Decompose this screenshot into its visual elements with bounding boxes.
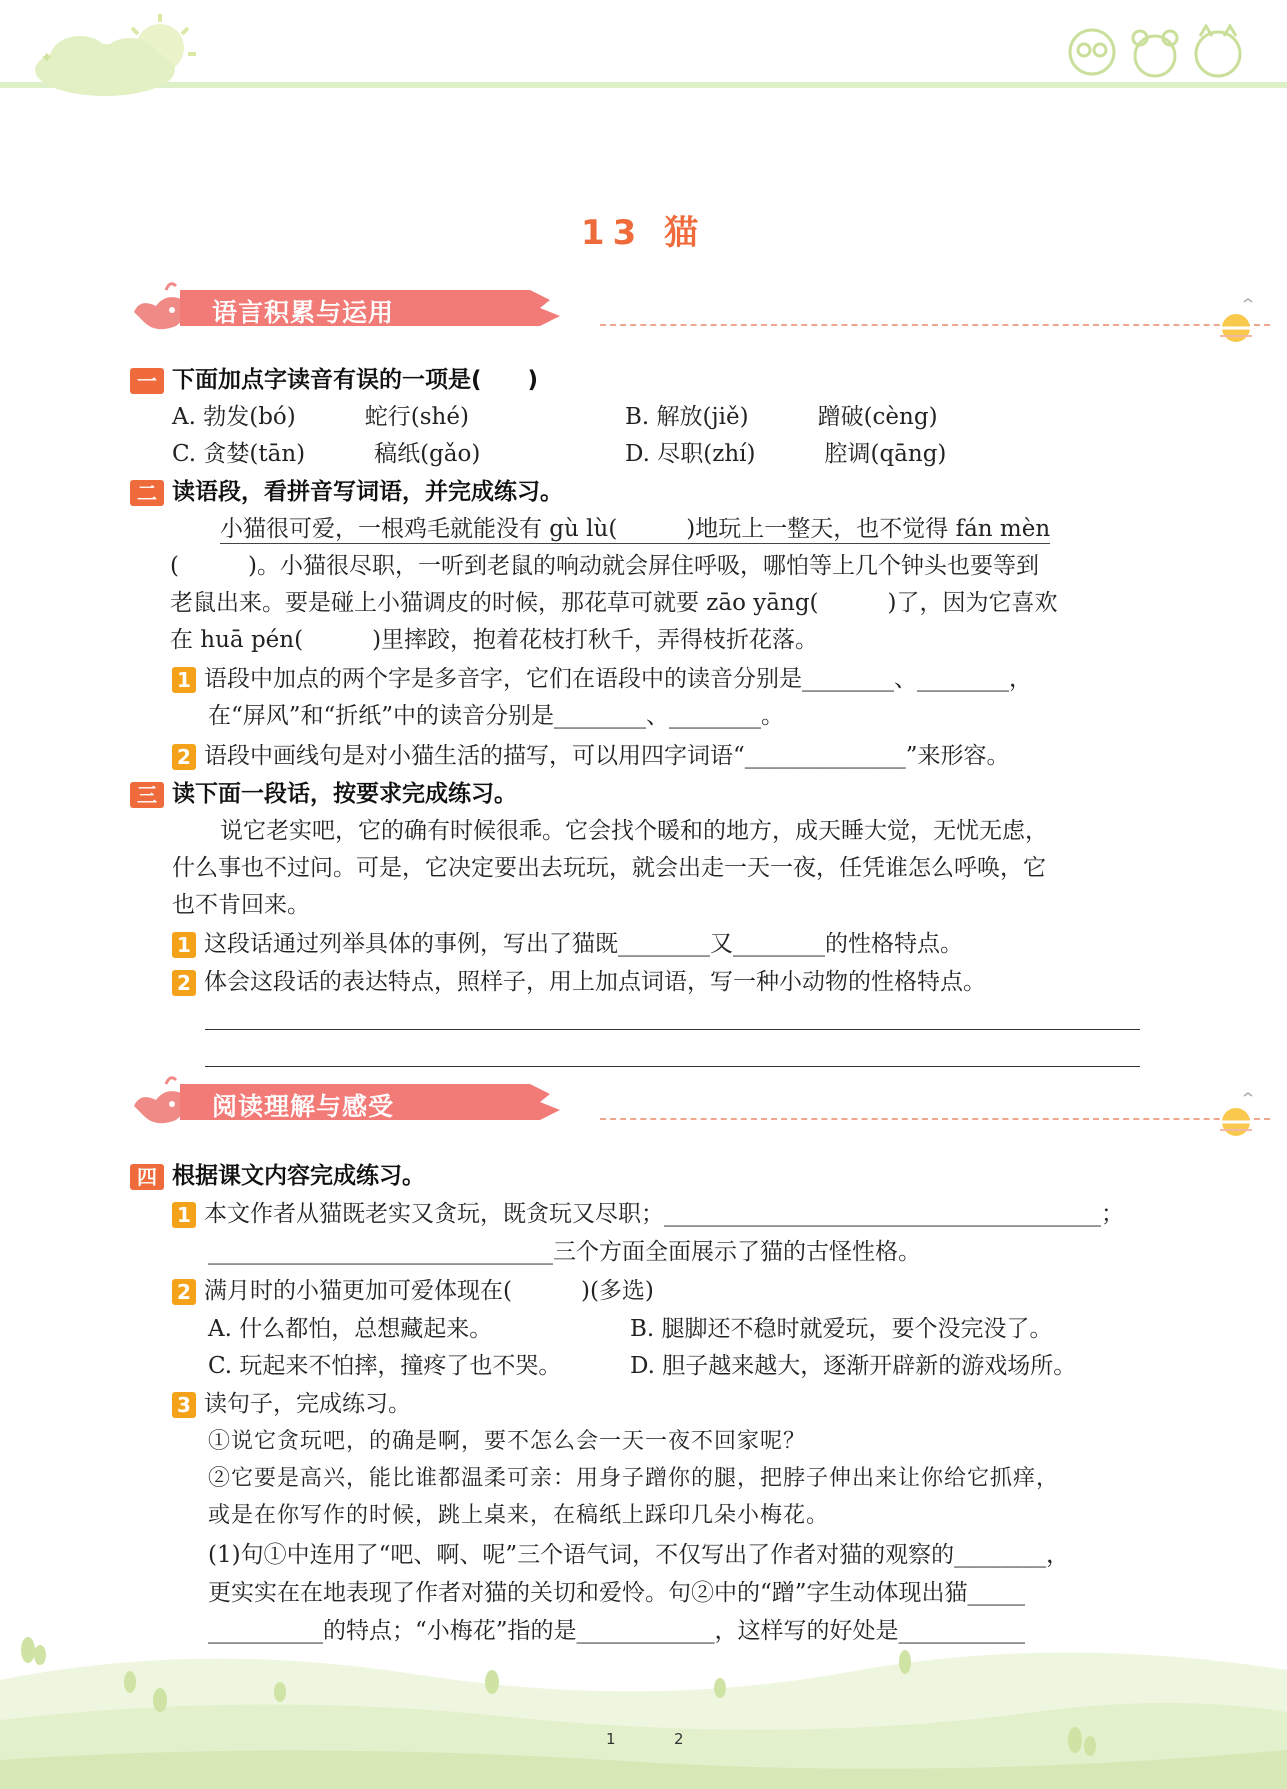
subquestion-number: 3 — [172, 1392, 196, 1418]
question-text: 读语段，看拼音写词语，并完成练习。 — [172, 479, 563, 505]
passage-line: 在 huā pén( )里摔跤，抱着花枝打秋千，弄得枝折花落。 — [170, 627, 819, 653]
subquestion-4-1 — [172, 1195, 1124, 1228]
subquestion-text: 读句子，完成练习。 — [204, 1391, 411, 1417]
subquestion-4-2 — [172, 1272, 654, 1305]
sunset-icon — [1210, 296, 1270, 342]
subquestion-number: 2 — [172, 970, 196, 996]
subquestion-number: 1 — [172, 667, 196, 693]
subquestion-number: 1 — [172, 932, 196, 958]
subquestion-text: 满月时的小猫更加可爱体现在( )(多选) — [204, 1278, 654, 1304]
dashed-divider — [600, 324, 1270, 326]
sunset-icon — [1210, 1090, 1270, 1136]
option-b: B. 解放(jiě) 蹭破(cèng) — [625, 404, 938, 430]
subquestion-text: 这段话通过列举具体的事例，写出了猫既________又________的性格特点。 — [204, 931, 963, 957]
subquestion-2-2 — [172, 737, 1010, 770]
animal-faces-decoration — [1060, 22, 1255, 84]
page-number-left: 1 — [606, 1730, 616, 1748]
subquestion-text: 语段中加点的两个字是多音字，它们在语段中的读音分别是________、________， — [204, 666, 1032, 692]
subquestion-3-2 — [172, 963, 986, 996]
subquestion-number: 1 — [172, 1202, 196, 1228]
question-text: 读下面一段话，按要求完成练习。 — [172, 781, 517, 807]
sentence-2: ②它要是高兴，能比谁都温柔可亲：用身子蹭你的腿，把脖子伸出来让你给它抓痒， — [208, 1466, 1060, 1491]
subquestion-text: 本文作者从猫既老实又贪玩，既贪玩又尽职；______________________________________； — [204, 1201, 1124, 1227]
section-banner-language — [130, 282, 1140, 330]
question-2 — [130, 473, 563, 506]
question-text: 根据课文内容完成练习。 — [172, 1163, 425, 1189]
exercise-text: (1)句①中连用了“吧、啊、呢”三个语气词，不仅写出了作者对猫的观察的________， — [208, 1542, 1070, 1568]
exercise-text: 更实实在在地表现了作者对猫的关切和爱怜。句②中的“蹭”字生动体现出猫_____ — [208, 1580, 1026, 1606]
option-a: A. 什么都怕，总想藏起来。 — [208, 1316, 493, 1342]
question-number: 四 — [130, 1164, 164, 1190]
option-c: C. 贪婪(tān) 稿纸(gǎo) — [172, 441, 481, 467]
option-c: C. 玩起来不怕摔，撞疼了也不哭。 — [208, 1353, 562, 1379]
question-4 — [130, 1157, 425, 1190]
subquestion-3-1 — [172, 925, 963, 958]
answer-line[interactable] — [205, 1029, 1140, 1030]
page-number-right: 2 — [674, 1730, 684, 1748]
subquestion-4-3 — [172, 1385, 411, 1418]
question-1 — [130, 361, 538, 394]
section-title: 语言积累与运用 — [212, 298, 395, 327]
passage-line: 也不肯回来。 — [172, 892, 310, 918]
subquestion-text: 体会这段话的表达特点，照样子，用上加点词语，写一种小动物的性格特点。 — [204, 969, 986, 995]
passage-line: 老鼠出来。要是碰上小猫调皮的时候，那花草可就要 zāo yāng( )了，因为它喜欢 — [170, 590, 1058, 616]
section-banner-reading — [130, 1076, 1140, 1124]
hills-decoration — [0, 1600, 1287, 1789]
passage-line: 什么事也不过问。可是，它决定要出去玩玩，就会出走一天一夜，任凭谁怎么呼唤，它 — [172, 855, 1046, 881]
exercise-text: __________的特点；“小梅花”指的是____________，这样写的好处是___________ — [208, 1618, 1026, 1644]
answer-line[interactable] — [205, 1066, 1140, 1067]
subquestion-number: 2 — [172, 744, 196, 770]
dashed-divider — [600, 1118, 1270, 1120]
subquestion-text: 语段中画线句是对小猫生活的描写，可以用四字词语“______________”来形容。 — [204, 743, 1010, 769]
question-number: 三 — [130, 782, 164, 808]
question-number: 一 — [130, 368, 164, 394]
question-3 — [130, 775, 517, 808]
option-d: D. 尽职(zhí) 腔调(qāng) — [625, 441, 947, 467]
passage-line: ( )。小猫很尽职，一听到老鼠的响动就会屏住呼吸，哪怕等上几个钟头也要等到 — [170, 553, 1039, 579]
sentence-2-cont: 或是在你写作的时候，跳上桌来，在稿纸上踩印几朵小梅花。 — [208, 1503, 830, 1528]
sentence-1: ①说它贪玩吧，的确是啊，要不怎么会一天一夜不回家呢？ — [208, 1429, 807, 1454]
svg-text:✦: ✦ — [40, 48, 54, 67]
question-number: 二 — [130, 480, 164, 506]
section-title: 阅读理解与感受 — [212, 1092, 395, 1121]
subquestion-text-cont: ______________________________三个方面全面展示了猫的古怪性格。 — [208, 1239, 921, 1265]
passage-line: 说它老实吧，它的确有时候很乖。它会找个暖和的地方，成天睡大觉，无忧无虑， — [220, 818, 1048, 844]
lesson-title: 13 猫 — [580, 213, 707, 253]
passage-line: 小猫很可爱，一根鸡毛就能没有 gù lù( )地玩上一整天，也不觉得 fán mèn — [220, 510, 1050, 544]
subquestion-2-1 — [172, 660, 1032, 693]
option-d: D. 胆子越来越大，逐渐开辟新的游戏场所。 — [630, 1353, 1077, 1379]
sun-cloud-decoration — [10, 8, 200, 98]
option-a: A. 勃发(bó) 蛇行(shé) — [172, 404, 469, 430]
subquestion-text-cont: 在“屏风”和“折纸”中的读音分别是________、________。 — [208, 703, 785, 729]
question-text: 下面加点字读音有误的一项是( ) — [172, 367, 539, 393]
option-b: B. 腿脚还不稳时就爱玩，要个没完没了。 — [630, 1316, 1053, 1342]
subquestion-number: 2 — [172, 1279, 196, 1305]
